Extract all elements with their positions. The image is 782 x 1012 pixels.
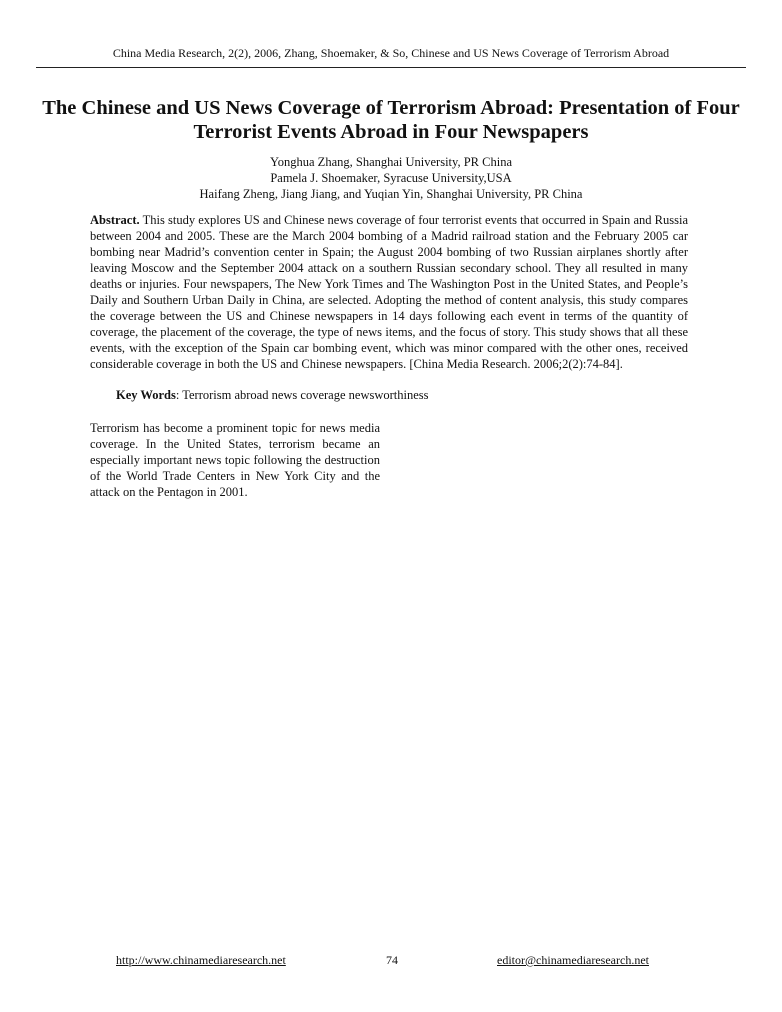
page-number: 74 — [386, 953, 398, 967]
author-block — [36, 154, 746, 202]
header-rule — [36, 67, 746, 68]
abstract — [90, 212, 688, 372]
keywords-label: Key Words — [116, 388, 176, 402]
keywords — [116, 388, 429, 403]
author-line: Yonghua Zhang, Shanghai University, PR China — [269, 155, 512, 169]
abstract-label: Abstract. — [90, 213, 140, 227]
author-line: Haifang Zheng, Jiang Jiang, and Yuqian Yin, Shanghai University, PR China — [199, 187, 583, 201]
footer-link[interactable]: http://www.chinamediaresearch.net — [116, 953, 286, 967]
author-line: Pamela J. Shoemaker, Syracuse University,USA — [270, 171, 512, 185]
body-lede: Terrorism has become a prominent topic for news media coverage. In the United States, terrorism became an especially important news topic following the destruction of the World Trade Centers in New York City and the attack on the Pentagon in 2001. — [90, 421, 380, 499]
abstract-text: This study explores US and Chinese news coverage of four terrorist events that occurred in Spain and Russia between 2004 and 2005. These are the March 2004 bombing of a Madrid railroad station and the February 2005 car bombing near Madrid’s convention center in Spain; the August 2004 bombing of two Russian airplanes shortly after leaving Moscow and the September 2004 attack on a southern Russian secondary school. They all resulted in many deaths or injuries. Four newspapers, The New York Times and The Washington Post in the United States, and People’s Daily and Southern Urban Daily in China, are selected. Adopting the method of content analysis, this study compares the coverage between the US and Chinese newspapers in 14 days following each event in terms of the quantity of coverage, the placement of the coverage, the type of news items, and the focus of story. This study shows that all these events, with the exception of the Spain car bombing event, which was minor compared with the other ones, received considerable coverage in both the US and Chinese newspapers. [China Media Research. 2006;2(2):74-84]. — [90, 213, 688, 371]
keywords-text: : Terrorism abroad news coverage newsworthiness — [175, 388, 429, 402]
paper-title: The Chinese and US News Coverage of Terrorism Abroad: Presentation of Four Terrorist Events Abroad in Four Newspapers — [42, 97, 740, 143]
running-head: China Media Research, 2(2), 2006, Zhang, Shoemaker, & So, Chinese and US News Coverage of Terrorism Abroad — [112, 46, 670, 60]
footer-email-link[interactable]: editor@chinamediaresearch.net — [497, 953, 649, 967]
